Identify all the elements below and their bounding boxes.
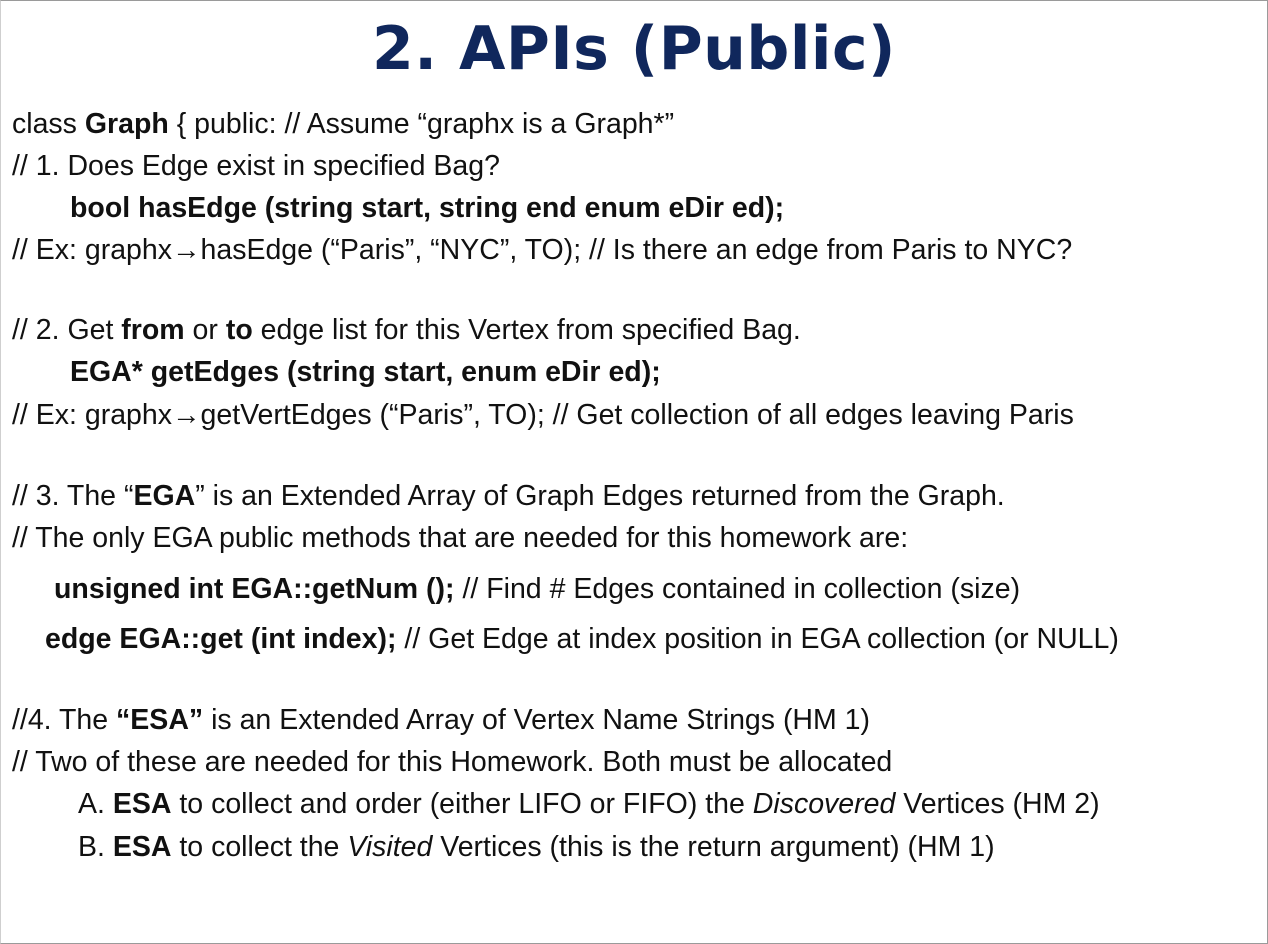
text: Vertices (HM 2): [895, 788, 1100, 820]
bold-esa: ESA: [112, 831, 172, 863]
text: A.: [78, 788, 113, 820]
class-name: Graph: [84, 108, 169, 140]
text: B.: [78, 831, 113, 863]
code-line-class-decl: [12, 106, 674, 142]
text: to collect and order (either LIFO or FIFO) the: [171, 788, 753, 820]
bold-ega: EGA: [133, 480, 196, 512]
comment-line-esa-count: // Two of these are needed for this Homework. Both must be allocated: [12, 746, 893, 778]
signature-hasedge: bool hasEdge (string start, string end enum eDir ed);: [70, 192, 785, 224]
text: ” is an Extended Array of Graph Edges returned from the Graph.: [195, 480, 1005, 512]
comment-line-ega-methods: // The only EGA public methods that are needed for this homework are:: [12, 522, 909, 554]
text: Vertices (this is the return argument) (HM 1): [432, 831, 995, 863]
slide-title: 2. APIs (Public): [372, 14, 896, 84]
signature-getedges: EGA* getEdges (string start, enum eDir ed);: [70, 356, 661, 388]
text: // 2. Get: [12, 314, 122, 346]
example-hasedge: // Ex: graphx→hasEdge (“Paris”, “NYC”, TO); // Is there an edge from Paris to NYC?: [12, 234, 1073, 266]
bold-to: to: [225, 314, 253, 346]
text: //4. The: [12, 704, 117, 736]
comment-line-4: [12, 702, 870, 738]
signature-getnum: [54, 571, 1020, 607]
text: // Get Edge at index position in EGA collection (or NULL): [396, 623, 1119, 655]
comment-line-2: [12, 312, 801, 348]
text: to collect the: [171, 831, 348, 863]
method-get: edge EGA::get (int index);: [45, 623, 397, 655]
text: is an Extended Array of Vertex Name Strings (HM 1): [203, 704, 871, 736]
text: or: [184, 314, 226, 346]
text: { public: // Assume “graphx is a Graph*”: [168, 108, 675, 140]
bold-esa: ESA: [112, 788, 172, 820]
list-item-a: [78, 786, 1100, 822]
text: class: [12, 108, 85, 140]
text: // 3. The “: [12, 480, 134, 512]
italic-visited: Visited: [347, 831, 433, 863]
comment-line-1: // 1. Does Edge exist in specified Bag?: [12, 150, 500, 182]
method-getnum: unsigned int EGA::getNum ();: [54, 573, 455, 605]
bold-from: from: [121, 314, 185, 346]
list-item-b: [78, 829, 995, 865]
example-getvertedges: // Ex: graphx→getVertEdges (“Paris”, TO); // Get collection of all edges leaving Paris: [12, 399, 1074, 431]
text: // Find # Edges contained in collection (size): [454, 573, 1021, 605]
bold-esa: “ESA”: [116, 704, 204, 736]
text: edge list for this Vertex from specified Bag.: [252, 314, 801, 346]
italic-discovered: Discovered: [752, 788, 896, 820]
comment-line-3: [12, 478, 1005, 514]
signature-get: [45, 621, 1119, 657]
